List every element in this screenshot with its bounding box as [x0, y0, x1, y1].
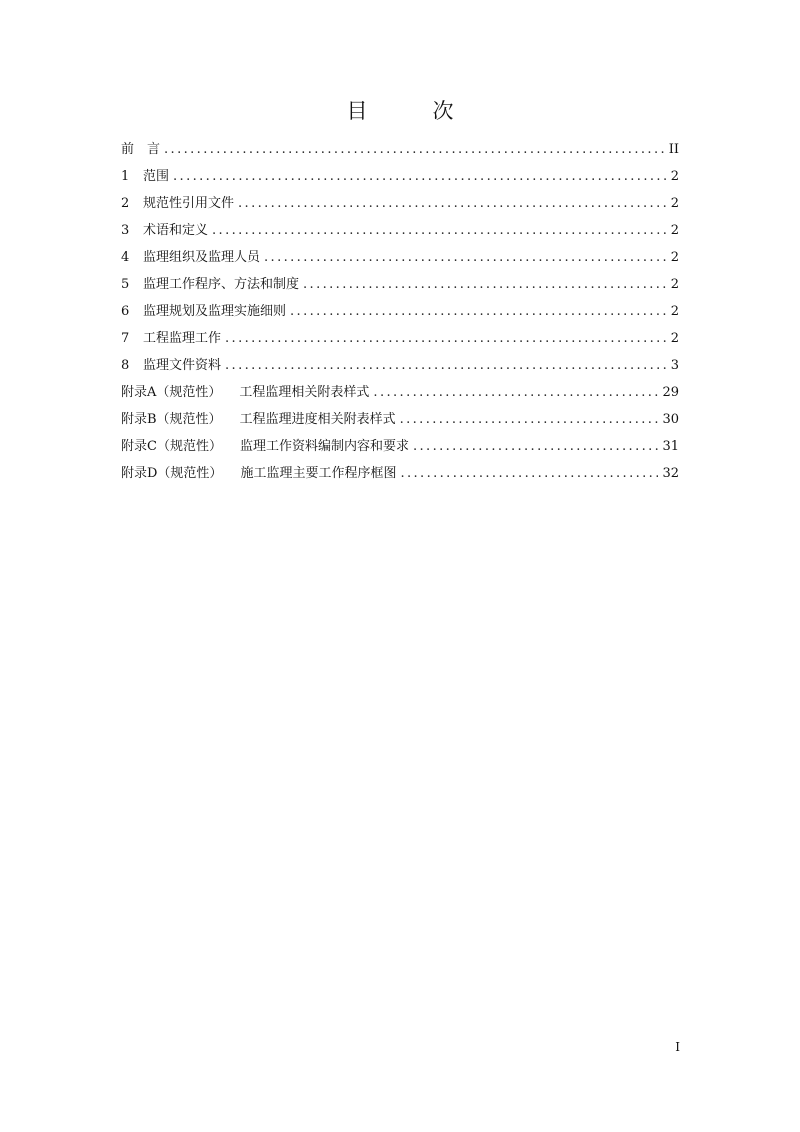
toc-leader-dots — [225, 352, 667, 379]
toc-entry-2[interactable] — [121, 190, 679, 217]
toc-entry-label — [121, 433, 409, 460]
toc-entry-number: 附录A（规范性） — [121, 385, 222, 400]
toc-entry-label — [121, 325, 221, 352]
toc-entry-page: 2 — [670, 223, 679, 238]
toc-entry-appendix-a[interactable] — [121, 379, 679, 406]
toc-entry-1[interactable] — [121, 163, 679, 190]
toc-leader-dots — [225, 325, 667, 352]
toc-entry-label — [121, 406, 396, 433]
toc-entry-title: 术语和定义 — [143, 223, 209, 238]
toc-entry-3[interactable] — [121, 217, 679, 244]
toc-leader-dots — [238, 190, 667, 217]
toc-entry-appendix-d[interactable] — [121, 460, 679, 487]
toc-entry-title: 施工监理主要工作程序框图 — [240, 466, 397, 481]
toc-entry-title: 前 言 — [121, 142, 161, 157]
toc-leader-dots — [400, 460, 658, 487]
toc-entry-label — [121, 298, 286, 325]
toc-leader-dots — [264, 244, 667, 271]
toc-entry-number: 6 — [121, 304, 130, 319]
toc-entry-title: 工程监理相关附表样式 — [239, 385, 370, 400]
toc-entry-page: 2 — [670, 277, 679, 292]
toc-entry-title: 监理组织及监理人员 — [143, 250, 261, 265]
toc-entry-title: 范围 — [143, 169, 170, 184]
toc-leader-dots — [173, 163, 667, 190]
toc-entry-label — [121, 460, 396, 487]
toc-leader-dots — [164, 136, 665, 163]
toc-entry-page: 2 — [670, 304, 679, 319]
toc-entry-label — [121, 217, 208, 244]
toc-entry-page: 29 — [662, 385, 679, 400]
toc-entry-6[interactable] — [121, 298, 679, 325]
toc-entry-label — [121, 379, 369, 406]
toc-entry-title: 监理工作资料编制内容和要求 — [239, 439, 409, 454]
toc-entry-5[interactable] — [121, 271, 679, 298]
toc-entry-label — [121, 352, 221, 379]
toc-entry-8[interactable] — [121, 352, 679, 379]
toc-entry-page: 32 — [662, 466, 679, 481]
toc-entry-title: 工程监理进度相关附表样式 — [239, 412, 396, 427]
toc-entry-preface[interactable] — [121, 136, 679, 163]
toc-leader-dots — [400, 406, 659, 433]
toc-entry-page: 2 — [670, 331, 679, 346]
toc-entry-title: 工程监理工作 — [143, 331, 222, 346]
toc-entry-7[interactable] — [121, 325, 679, 352]
toc-entry-title: 规范性引用文件 — [143, 196, 235, 211]
toc-entry-appendix-b[interactable] — [121, 406, 679, 433]
page-title: 目 次 — [346, 99, 476, 123]
toc-entry-page: 2 — [670, 250, 679, 265]
toc-entry-number: 附录C（规范性） — [121, 439, 222, 454]
toc-entry-number: 3 — [121, 223, 130, 238]
toc-entry-number: 1 — [121, 169, 130, 184]
footer-page-number: I — [675, 1040, 680, 1054]
toc-entry-title: 监理工作程序、方法和制度 — [143, 277, 300, 292]
toc-entry-number: 附录D（规范性） — [121, 466, 223, 481]
toc-entry-page: II — [668, 142, 679, 157]
toc-entry-title: 监理文件资料 — [143, 358, 222, 373]
toc-entry-4[interactable] — [121, 244, 679, 271]
toc-leader-dots — [373, 379, 658, 406]
toc-entry-number: 2 — [121, 196, 130, 211]
toc-entry-page: 31 — [662, 439, 679, 454]
toc-leader-dots — [212, 217, 667, 244]
toc-entry-page: 30 — [662, 412, 679, 427]
toc-entry-label — [121, 271, 299, 298]
table-of-contents — [121, 136, 679, 487]
toc-leader-dots — [303, 271, 667, 298]
toc-entry-page: 2 — [670, 169, 679, 184]
toc-entry-label — [121, 163, 169, 190]
toc-entry-number: 8 — [121, 358, 130, 373]
toc-entry-appendix-c[interactable] — [121, 433, 679, 460]
toc-leader-dots — [290, 298, 667, 325]
toc-entry-number: 附录B（规范性） — [121, 412, 222, 427]
toc-entry-page: 2 — [670, 196, 679, 211]
toc-entry-number: 4 — [121, 250, 130, 265]
toc-entry-label — [121, 244, 260, 271]
toc-entry-title: 监理规划及监理实施细则 — [143, 304, 287, 319]
toc-entry-number: 7 — [121, 331, 130, 346]
toc-entry-page: 3 — [670, 358, 679, 373]
toc-entry-label — [121, 190, 234, 217]
toc-leader-dots — [413, 433, 658, 460]
toc-entry-number: 5 — [121, 277, 130, 292]
